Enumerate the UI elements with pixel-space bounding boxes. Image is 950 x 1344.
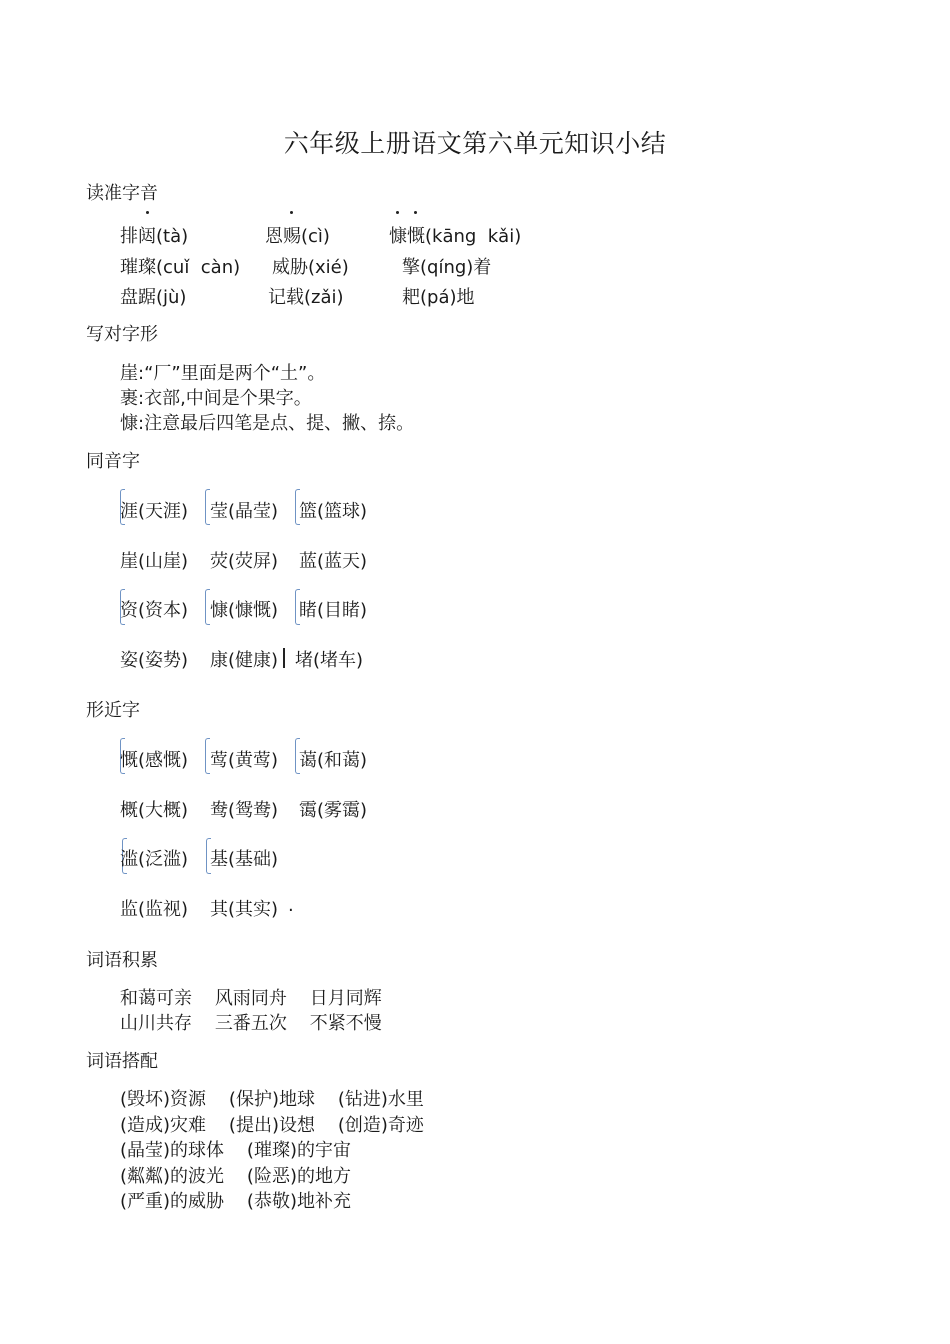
page-title: 六年级上册语文第六单元知识小结 bbox=[283, 129, 667, 158]
homophone-item: 蓝(蓝天) bbox=[299, 551, 368, 572]
homophone-item: 睹(目睹) bbox=[299, 600, 368, 621]
homophone-item: 莹(晶莹) bbox=[210, 501, 279, 522]
similar-char-item: 慨(感慨) bbox=[120, 750, 189, 771]
homophone-item: 资(资本) bbox=[120, 600, 189, 621]
vocabulary-line: 和蔼可亲 风雨同舟 日月同辉 bbox=[120, 988, 382, 1009]
homophone-item: 姿(姿势) bbox=[120, 650, 189, 671]
similar-char-item: 概(大概) bbox=[120, 800, 189, 821]
writing-note: 慷:注意最后四笔是点、提、撇、捺。 bbox=[120, 413, 415, 434]
emphasis-dot bbox=[414, 211, 417, 214]
homophone-item: 崖(山崖) bbox=[120, 551, 189, 572]
writing-note: 裹:衣部,中间是个果字。 bbox=[120, 388, 312, 409]
similar-char-item: 霭(雾霭) bbox=[299, 800, 368, 821]
collocation-line: (粼粼)的波光 (险恶)的地方 bbox=[120, 1166, 351, 1187]
section-heading-similar: 形近字 bbox=[86, 700, 140, 721]
homophone-item: 荧(荧屏) bbox=[210, 551, 279, 572]
similar-char-item: 鸯(鸳鸯) bbox=[210, 800, 279, 821]
text-cursor bbox=[283, 648, 285, 668]
homophone-item: 涯(天涯) bbox=[120, 501, 189, 522]
emphasis-dot bbox=[290, 211, 293, 214]
pinyin-item: 记载(zǎi) bbox=[268, 287, 344, 308]
emphasis-dot bbox=[396, 211, 399, 214]
section-heading-vocabulary: 词语积累 bbox=[86, 950, 158, 971]
collocation-line: (毁坏)资源 (保护)地球 (钻进)水里 bbox=[120, 1089, 424, 1110]
pinyin-item: 璀璨(cuǐ càn) bbox=[120, 257, 241, 278]
pinyin-item: 恩赐(cì) bbox=[265, 226, 330, 247]
collocation-line: (严重)的威胁 (恭敬)地补充 bbox=[120, 1191, 351, 1212]
writing-note: 崖:“厂”里面是两个“土”。 bbox=[120, 363, 326, 384]
emphasis-dot bbox=[146, 211, 149, 214]
pinyin-item: 威胁(xié) bbox=[272, 257, 349, 278]
similar-char-item: 基(基础) bbox=[210, 849, 279, 870]
pinyin-item: 擎(qíng)着 bbox=[402, 257, 492, 278]
pinyin-item: 慷慨(kāng kǎi) bbox=[389, 226, 522, 247]
section-heading-collocation: 词语搭配 bbox=[86, 1051, 158, 1072]
similar-char-item: 监(监视) bbox=[120, 899, 189, 920]
similar-char-item: 莺(黄莺) bbox=[210, 750, 279, 771]
similar-char-item: 其(其实) bbox=[210, 899, 279, 920]
homophone-item: 慷(慷慨) bbox=[210, 600, 279, 621]
section-heading-writing: 写对字形 bbox=[86, 324, 158, 345]
section-heading-reading: 读准字音 bbox=[86, 183, 158, 204]
section-heading-homophones: 同音字 bbox=[86, 451, 140, 472]
collocation-line: (造成)灾难 (提出)设想 (创造)奇迹 bbox=[120, 1115, 424, 1136]
pinyin-item: 盘踞(jù) bbox=[120, 287, 187, 308]
similar-char-item: 滥(泛滥) bbox=[120, 849, 189, 870]
homophone-item: 篮(篮球) bbox=[299, 501, 368, 522]
similar-char-item: 蔼(和蔼) bbox=[299, 750, 368, 771]
vocabulary-line: 山川共存 三番五次 不紧不慢 bbox=[120, 1013, 382, 1034]
pinyin-item: 排闼(tà) bbox=[120, 226, 189, 247]
homophone-item: 堵(堵车) bbox=[295, 650, 364, 671]
stray-mark: . bbox=[288, 895, 294, 916]
homophone-item: 康(健康) bbox=[210, 650, 279, 671]
pinyin-item: 耙(pá)地 bbox=[402, 287, 475, 308]
collocation-line: (晶莹)的球体 (璀璨)的宇宙 bbox=[120, 1140, 351, 1161]
